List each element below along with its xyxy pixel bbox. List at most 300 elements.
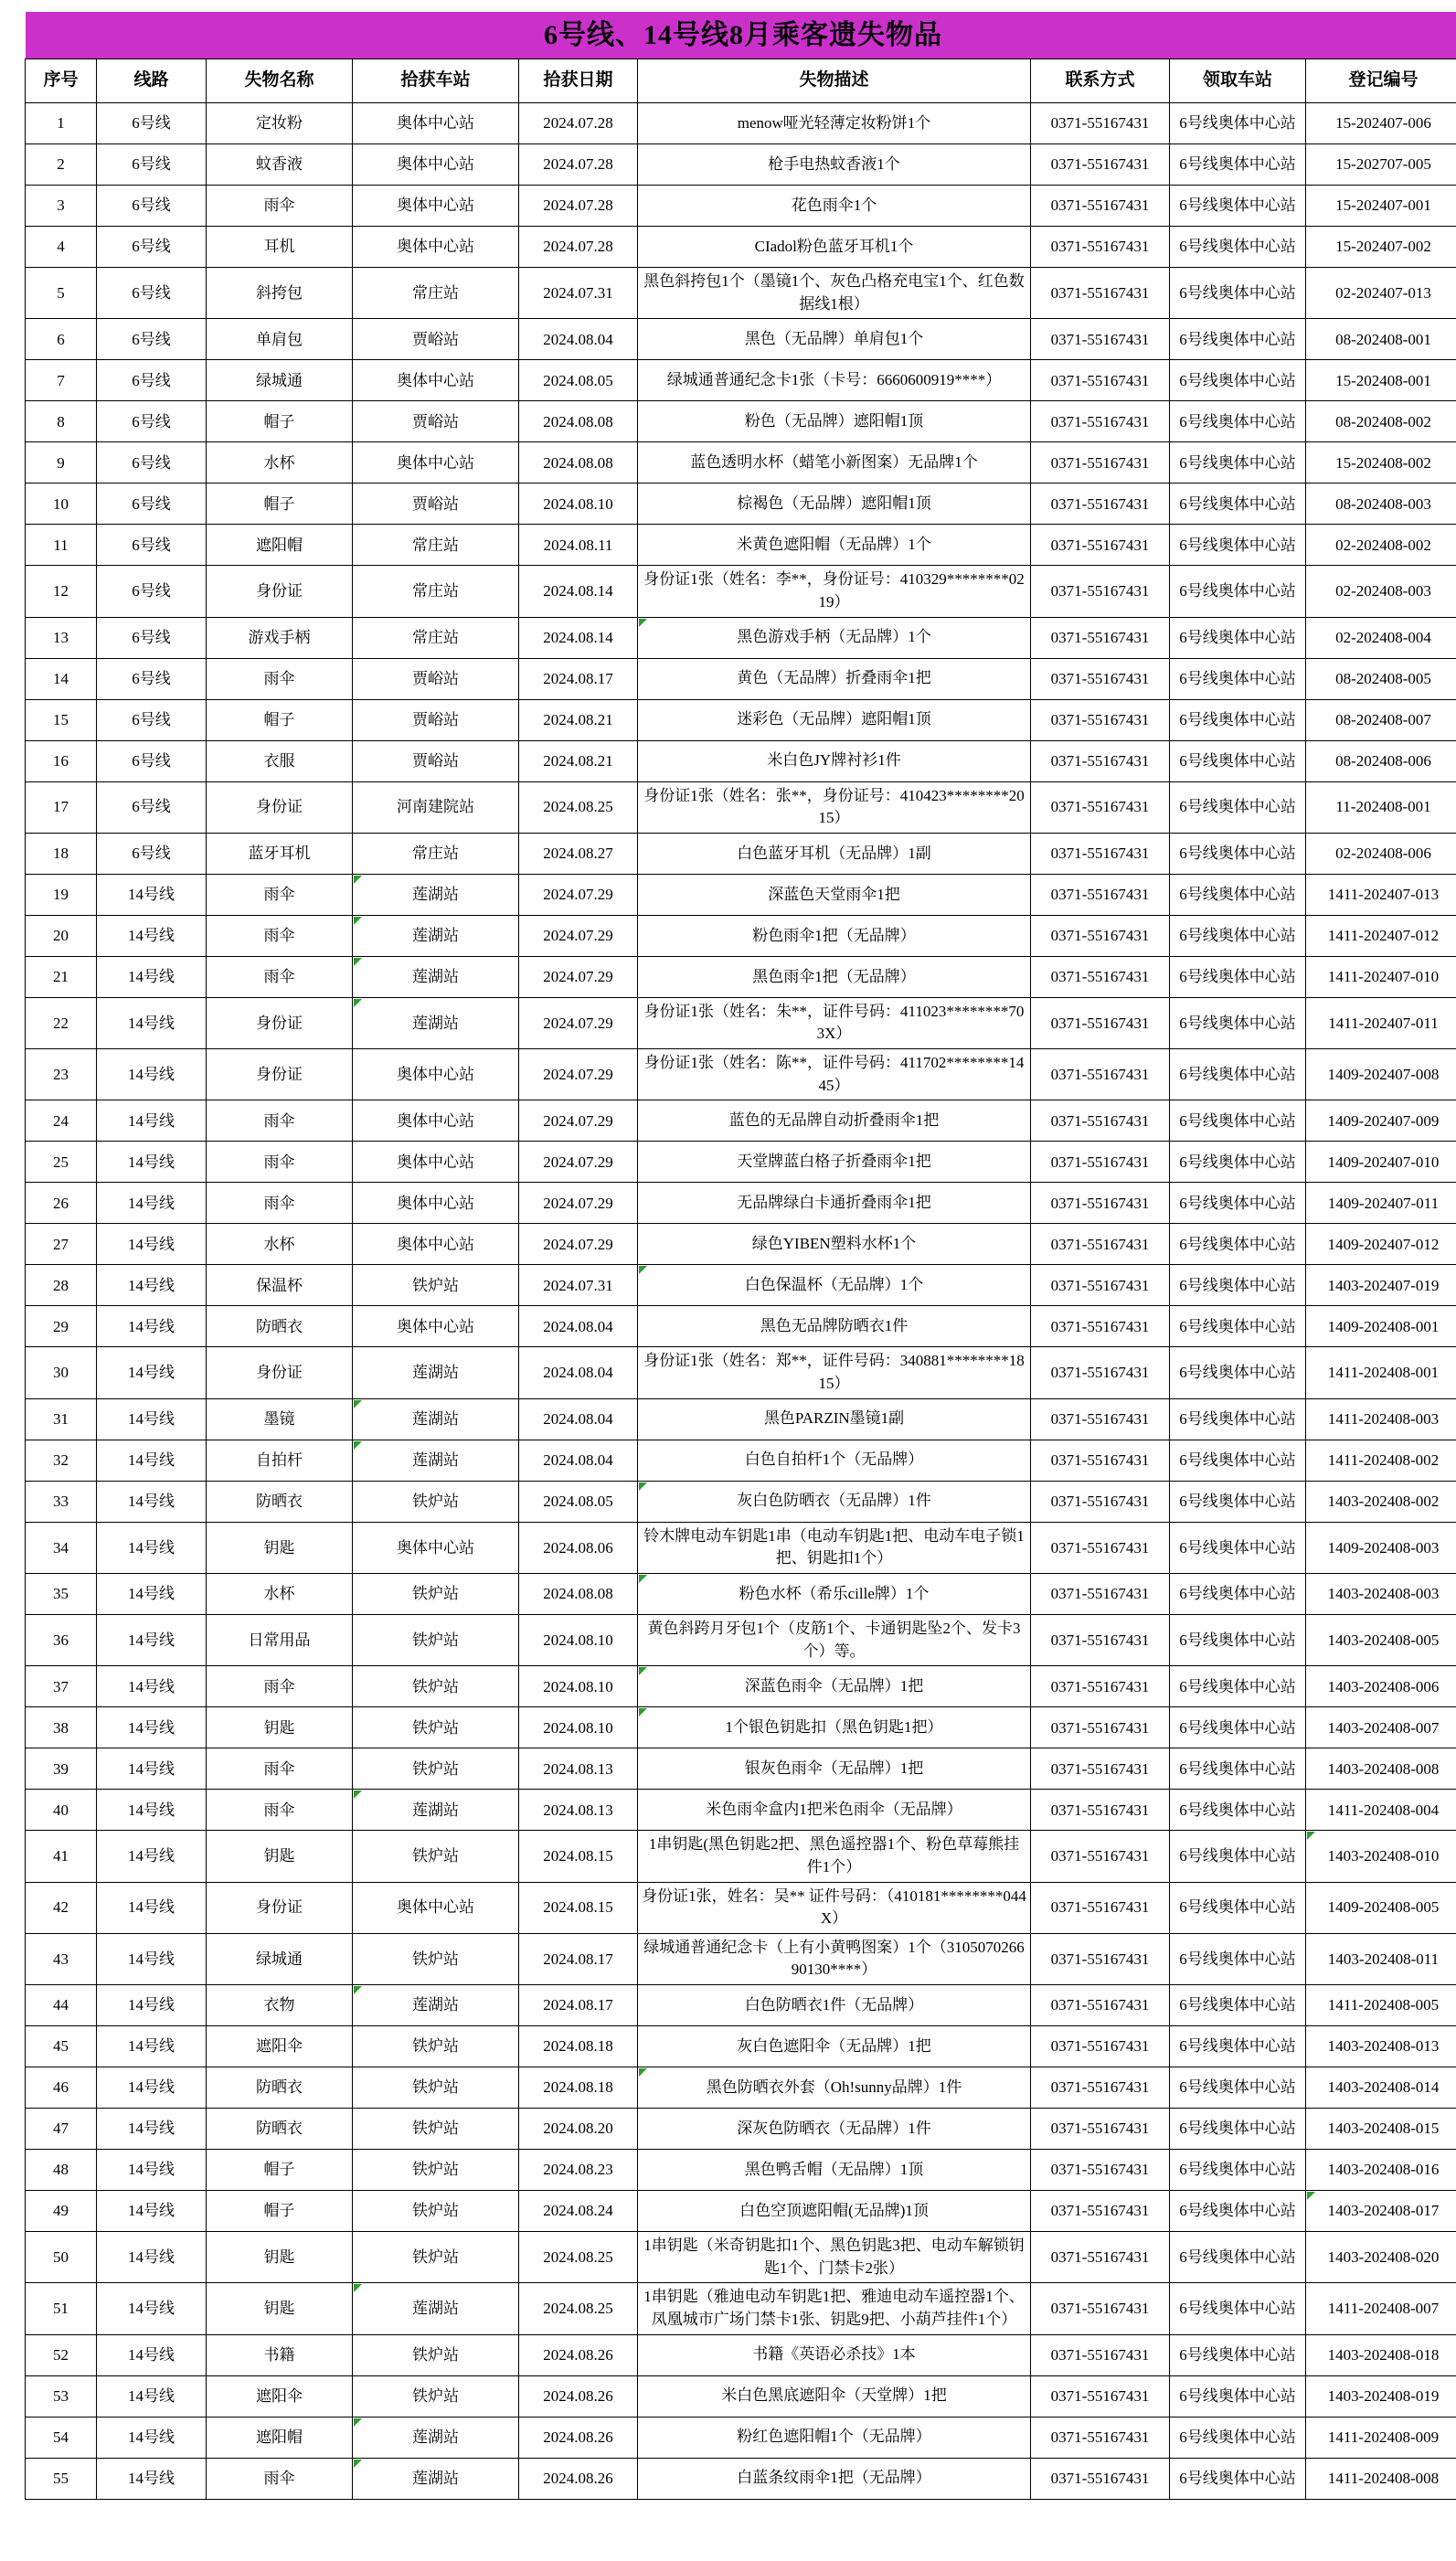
cell-line[interactable]: 6号线 <box>97 103 207 144</box>
cell-serial[interactable]: 16 <box>26 740 97 781</box>
cell-contact[interactable]: 0371-55167431 <box>1031 874 1170 915</box>
cell-contact[interactable]: 0371-55167431 <box>1031 740 1170 781</box>
cell-contact[interactable]: 0371-55167431 <box>1031 103 1170 144</box>
cell-contact[interactable]: 0371-55167431 <box>1031 1666 1170 1707</box>
cell-item-name[interactable]: 绿城通 <box>207 360 353 401</box>
cell-pickup-station[interactable]: 6号线奥体中心站 <box>1170 360 1306 401</box>
cell-found-date[interactable]: 2024.08.26 <box>519 2417 638 2458</box>
cell-pickup-station[interactable]: 6号线奥体中心站 <box>1170 268 1306 319</box>
cell-description[interactable]: 身份证1张（姓名：郑**，证件号码：340881********1815） <box>638 1347 1031 1398</box>
cell-serial[interactable]: 33 <box>26 1481 97 1522</box>
cell-contact[interactable]: 0371-55167431 <box>1031 1748 1170 1790</box>
cell-serial[interactable]: 29 <box>26 1306 97 1347</box>
cell-item-name[interactable]: 雨伞 <box>207 1142 353 1183</box>
cell-pickup-station[interactable]: 6号线奥体中心站 <box>1170 1666 1306 1707</box>
cell-item-name[interactable]: 身份证 <box>207 1347 353 1398</box>
cell-pickup-station[interactable]: 6号线奥体中心站 <box>1170 1882 1306 1933</box>
col-header-item[interactable]: 失物名称 <box>207 59 353 103</box>
col-header-contact[interactable]: 联系方式 <box>1031 59 1170 103</box>
cell-reg-number[interactable]: 1403-202407-019 <box>1306 1265 1456 1306</box>
cell-description[interactable]: 书籍《英语必杀技》1本 <box>638 2334 1031 2375</box>
cell-contact[interactable]: 0371-55167431 <box>1031 1522 1170 1573</box>
cell-line[interactable]: 6号线 <box>97 319 207 360</box>
cell-reg-number[interactable]: 1403-202408-020 <box>1306 2232 1456 2283</box>
cell-serial[interactable]: 19 <box>26 874 97 915</box>
cell-found-date[interactable]: 2024.07.29 <box>519 997 638 1048</box>
cell-found-station[interactable]: 奥体中心站 <box>353 227 519 268</box>
cell-pickup-station[interactable]: 6号线奥体中心站 <box>1170 2417 1306 2458</box>
cell-reg-number[interactable]: 1411-202407-010 <box>1306 956 1456 997</box>
cell-contact[interactable]: 0371-55167431 <box>1031 1265 1170 1306</box>
cell-serial[interactable]: 40 <box>26 1790 97 1831</box>
cell-serial[interactable]: 14 <box>26 658 97 699</box>
cell-found-station[interactable]: 铁炉站 <box>353 2375 519 2417</box>
cell-description[interactable]: 枪手电热蚊香液1个 <box>638 144 1031 186</box>
cell-pickup-station[interactable]: 6号线奥体中心站 <box>1170 1183 1306 1224</box>
cell-reg-number[interactable]: 08-202408-006 <box>1306 740 1456 781</box>
cell-found-station[interactable]: 莲湖站 <box>353 1398 519 1440</box>
cell-description[interactable]: 白蓝条纹雨伞1把（无品牌） <box>638 2458 1031 2499</box>
cell-pickup-station[interactable]: 6号线奥体中心站 <box>1170 1831 1306 1882</box>
cell-description[interactable]: 白色防晒衣1件（无品牌） <box>638 1985 1031 2026</box>
cell-reg-number[interactable]: 1411-202407-011 <box>1306 997 1456 1048</box>
cell-reg-number[interactable]: 1411-202408-008 <box>1306 2458 1456 2499</box>
cell-reg-number[interactable]: 1403-202408-003 <box>1306 1573 1456 1614</box>
cell-line[interactable]: 14号线 <box>97 1573 207 1614</box>
cell-serial[interactable]: 6 <box>26 319 97 360</box>
cell-contact[interactable]: 0371-55167431 <box>1031 1985 1170 2026</box>
cell-line[interactable]: 14号线 <box>97 2334 207 2375</box>
cell-line[interactable]: 14号线 <box>97 2283 207 2334</box>
cell-item-name[interactable]: 雨伞 <box>207 956 353 997</box>
cell-pickup-station[interactable]: 6号线奥体中心站 <box>1170 2334 1306 2375</box>
cell-line[interactable]: 14号线 <box>97 1224 207 1265</box>
cell-found-station[interactable]: 莲湖站 <box>353 1790 519 1831</box>
cell-reg-number[interactable]: 11-202408-001 <box>1306 781 1456 833</box>
cell-reg-number[interactable]: 1411-202408-005 <box>1306 1985 1456 2026</box>
cell-line[interactable]: 6号线 <box>97 360 207 401</box>
cell-pickup-station[interactable]: 6号线奥体中心站 <box>1170 1100 1306 1142</box>
cell-line[interactable]: 14号线 <box>97 2026 207 2067</box>
cell-found-date[interactable]: 2024.08.13 <box>519 1748 638 1790</box>
cell-description[interactable]: 白色保温杯（无品牌）1个 <box>638 1265 1031 1306</box>
cell-found-station[interactable]: 莲湖站 <box>353 2458 519 2499</box>
cell-pickup-station[interactable]: 6号线奥体中心站 <box>1170 1049 1306 1100</box>
cell-reg-number[interactable]: 1403-202408-018 <box>1306 2334 1456 2375</box>
cell-serial[interactable]: 54 <box>26 2417 97 2458</box>
cell-found-date[interactable]: 2024.07.29 <box>519 1183 638 1224</box>
cell-item-name[interactable]: 耳机 <box>207 227 353 268</box>
cell-description[interactable]: 粉色水杯（希乐cille牌）1个 <box>638 1573 1031 1614</box>
cell-pickup-station[interactable]: 6号线奥体中心站 <box>1170 144 1306 186</box>
cell-found-date[interactable]: 2024.08.14 <box>519 617 638 658</box>
cell-serial[interactable]: 35 <box>26 1573 97 1614</box>
cell-pickup-station[interactable]: 6号线奥体中心站 <box>1170 525 1306 566</box>
cell-item-name[interactable]: 钥匙 <box>207 1522 353 1573</box>
cell-found-date[interactable]: 2024.08.10 <box>519 1707 638 1748</box>
cell-description[interactable]: 身份证1张，姓名：吴** 证件号码：（410181********044X） <box>638 1882 1031 1933</box>
cell-pickup-station[interactable]: 6号线奥体中心站 <box>1170 1306 1306 1347</box>
cell-found-date[interactable]: 2024.07.31 <box>519 268 638 319</box>
cell-reg-number[interactable]: 15-202408-001 <box>1306 360 1456 401</box>
cell-line[interactable]: 14号线 <box>97 1666 207 1707</box>
cell-item-name[interactable]: 雨伞 <box>207 186 353 227</box>
cell-item-name[interactable]: 钥匙 <box>207 2232 353 2283</box>
cell-line[interactable]: 6号线 <box>97 401 207 442</box>
cell-reg-number[interactable]: 1409-202408-003 <box>1306 1522 1456 1573</box>
cell-contact[interactable]: 0371-55167431 <box>1031 484 1170 525</box>
cell-reg-number[interactable]: 1403-202408-011 <box>1306 1933 1456 1984</box>
cell-item-name[interactable]: 保温杯 <box>207 1265 353 1306</box>
cell-found-station[interactable]: 常庄站 <box>353 566 519 617</box>
cell-reg-number[interactable]: 1403-202408-005 <box>1306 1614 1456 1665</box>
cell-found-date[interactable]: 2024.08.10 <box>519 484 638 525</box>
cell-pickup-station[interactable]: 6号线奥体中心站 <box>1170 1573 1306 1614</box>
cell-found-station[interactable]: 奥体中心站 <box>353 442 519 484</box>
cell-item-name[interactable]: 防晒衣 <box>207 2109 353 2150</box>
cell-line[interactable]: 14号线 <box>97 2375 207 2417</box>
cell-reg-number[interactable]: 1403-202408-017 <box>1306 2191 1456 2232</box>
cell-item-name[interactable]: 身份证 <box>207 566 353 617</box>
cell-serial[interactable]: 50 <box>26 2232 97 2283</box>
cell-item-name[interactable]: 身份证 <box>207 781 353 833</box>
cell-serial[interactable]: 30 <box>26 1347 97 1398</box>
cell-found-date[interactable]: 2024.08.26 <box>519 2458 638 2499</box>
cell-contact[interactable]: 0371-55167431 <box>1031 1790 1170 1831</box>
cell-line[interactable]: 14号线 <box>97 1831 207 1882</box>
cell-serial[interactable]: 26 <box>26 1183 97 1224</box>
cell-found-station[interactable]: 贾峪站 <box>353 699 519 740</box>
cell-description[interactable]: 1串钥匙(黑色钥匙2把、黑色遥控器1个、粉色草莓熊挂件1个） <box>638 1831 1031 1882</box>
cell-pickup-station[interactable]: 6号线奥体中心站 <box>1170 956 1306 997</box>
cell-found-station[interactable]: 铁炉站 <box>353 1265 519 1306</box>
cell-found-station[interactable]: 奥体中心站 <box>353 360 519 401</box>
cell-found-date[interactable]: 2024.08.11 <box>519 525 638 566</box>
cell-contact[interactable]: 0371-55167431 <box>1031 997 1170 1048</box>
cell-found-station[interactable]: 贾峪站 <box>353 319 519 360</box>
cell-found-date[interactable]: 2024.08.26 <box>519 2375 638 2417</box>
cell-contact[interactable]: 0371-55167431 <box>1031 2150 1170 2191</box>
cell-found-date[interactable]: 2024.08.17 <box>519 1985 638 2026</box>
cell-pickup-station[interactable]: 6号线奥体中心站 <box>1170 781 1306 833</box>
cell-pickup-station[interactable]: 6号线奥体中心站 <box>1170 319 1306 360</box>
cell-contact[interactable]: 0371-55167431 <box>1031 442 1170 484</box>
cell-found-station[interactable]: 莲湖站 <box>353 997 519 1048</box>
cell-contact[interactable]: 0371-55167431 <box>1031 2026 1170 2067</box>
cell-description[interactable]: 身份证1张（姓名：陈**，证件号码：411702********1445） <box>638 1049 1031 1100</box>
cell-contact[interactable]: 0371-55167431 <box>1031 1306 1170 1347</box>
cell-reg-number[interactable]: 1403-202408-016 <box>1306 2150 1456 2191</box>
cell-found-date[interactable]: 2024.08.10 <box>519 1614 638 1665</box>
cell-found-date[interactable]: 2024.07.29 <box>519 1100 638 1142</box>
cell-line[interactable]: 14号线 <box>97 2067 207 2109</box>
cell-contact[interactable]: 0371-55167431 <box>1031 956 1170 997</box>
cell-line[interactable]: 14号线 <box>97 1306 207 1347</box>
cell-found-date[interactable]: 2024.08.15 <box>519 1882 638 1933</box>
cell-description[interactable]: 黑色游戏手柄（无品牌）1个 <box>638 617 1031 658</box>
cell-description[interactable]: 绿城通普通纪念卡（上有小黄鸭图案）1个（310507026690130****） <box>638 1933 1031 1984</box>
cell-found-date[interactable]: 2024.08.05 <box>519 360 638 401</box>
col-header-line[interactable]: 线路 <box>97 59 207 103</box>
cell-serial[interactable]: 27 <box>26 1224 97 1265</box>
cell-serial[interactable]: 28 <box>26 1265 97 1306</box>
cell-contact[interactable]: 0371-55167431 <box>1031 1481 1170 1522</box>
cell-contact[interactable]: 0371-55167431 <box>1031 401 1170 442</box>
cell-item-name[interactable]: 雨伞 <box>207 658 353 699</box>
cell-line[interactable]: 6号线 <box>97 525 207 566</box>
cell-serial[interactable]: 12 <box>26 566 97 617</box>
cell-contact[interactable]: 0371-55167431 <box>1031 2232 1170 2283</box>
cell-contact[interactable]: 0371-55167431 <box>1031 1440 1170 1481</box>
cell-description[interactable]: 无品牌绿白卡通折叠雨伞1把 <box>638 1183 1031 1224</box>
cell-found-station[interactable]: 铁炉站 <box>353 2191 519 2232</box>
cell-pickup-station[interactable]: 6号线奥体中心站 <box>1170 1265 1306 1306</box>
cell-contact[interactable]: 0371-55167431 <box>1031 1614 1170 1665</box>
cell-reg-number[interactable]: 1403-202408-013 <box>1306 2026 1456 2067</box>
cell-found-date[interactable]: 2024.07.29 <box>519 874 638 915</box>
cell-reg-number[interactable]: 1411-202408-003 <box>1306 1398 1456 1440</box>
cell-found-station[interactable]: 奥体中心站 <box>353 1049 519 1100</box>
cell-pickup-station[interactable]: 6号线奥体中心站 <box>1170 1748 1306 1790</box>
cell-found-station[interactable]: 铁炉站 <box>353 1614 519 1665</box>
cell-serial[interactable]: 7 <box>26 360 97 401</box>
cell-serial[interactable]: 52 <box>26 2334 97 2375</box>
cell-reg-number[interactable]: 1403-202408-010 <box>1306 1831 1456 1882</box>
cell-item-name[interactable]: 雨伞 <box>207 1666 353 1707</box>
cell-description[interactable]: 身份证1张（姓名：朱**，证件号码：411023********703X） <box>638 997 1031 1048</box>
cell-reg-number[interactable]: 1409-202407-010 <box>1306 1142 1456 1183</box>
cell-pickup-station[interactable]: 6号线奥体中心站 <box>1170 874 1306 915</box>
cell-found-station[interactable]: 奥体中心站 <box>353 1224 519 1265</box>
cell-found-station[interactable]: 奥体中心站 <box>353 103 519 144</box>
cell-line[interactable]: 14号线 <box>97 1614 207 1665</box>
cell-reg-number[interactable]: 1403-202408-007 <box>1306 1707 1456 1748</box>
cell-description[interactable]: 黄色斜跨月牙包1个（皮筋1个、卡通钥匙坠2个、发卡3个）等。 <box>638 1614 1031 1665</box>
cell-found-station[interactable]: 莲湖站 <box>353 1440 519 1481</box>
cell-found-date[interactable]: 2024.07.28 <box>519 103 638 144</box>
cell-serial[interactable]: 34 <box>26 1522 97 1573</box>
cell-found-station[interactable]: 铁炉站 <box>353 2067 519 2109</box>
cell-found-station[interactable]: 铁炉站 <box>353 1573 519 1614</box>
cell-found-station[interactable]: 贾峪站 <box>353 740 519 781</box>
cell-item-name[interactable]: 单肩包 <box>207 319 353 360</box>
cell-found-date[interactable]: 2024.08.06 <box>519 1522 638 1573</box>
cell-item-name[interactable]: 雨伞 <box>207 1748 353 1790</box>
cell-line[interactable]: 14号线 <box>97 1440 207 1481</box>
cell-item-name[interactable]: 帽子 <box>207 699 353 740</box>
cell-item-name[interactable]: 帽子 <box>207 2191 353 2232</box>
cell-line[interactable]: 6号线 <box>97 227 207 268</box>
cell-line[interactable]: 6号线 <box>97 268 207 319</box>
cell-item-name[interactable]: 蚊香液 <box>207 144 353 186</box>
cell-pickup-station[interactable]: 6号线奥体中心站 <box>1170 740 1306 781</box>
cell-found-station[interactable]: 铁炉站 <box>353 2150 519 2191</box>
cell-description[interactable]: 深蓝色天堂雨伞1把 <box>638 874 1031 915</box>
cell-found-station[interactable]: 贾峪站 <box>353 401 519 442</box>
cell-found-station[interactable]: 铁炉站 <box>353 2109 519 2150</box>
cell-pickup-station[interactable]: 6号线奥体中心站 <box>1170 484 1306 525</box>
cell-pickup-station[interactable]: 6号线奥体中心站 <box>1170 833 1306 874</box>
cell-serial[interactable]: 25 <box>26 1142 97 1183</box>
cell-found-date[interactable]: 2024.08.17 <box>519 1933 638 1984</box>
cell-description[interactable]: 身份证1张（姓名：李**，身份证号：410329********0219） <box>638 566 1031 617</box>
cell-line[interactable]: 14号线 <box>97 956 207 997</box>
cell-reg-number[interactable]: 02-202408-003 <box>1306 566 1456 617</box>
cell-item-name[interactable]: 雨伞 <box>207 915 353 956</box>
cell-description[interactable]: 蓝色透明水杯（蜡笔小新图案）无品牌1个 <box>638 442 1031 484</box>
cell-serial[interactable]: 45 <box>26 2026 97 2067</box>
cell-found-date[interactable]: 2024.08.04 <box>519 1306 638 1347</box>
cell-serial[interactable]: 55 <box>26 2458 97 2499</box>
cell-found-station[interactable]: 莲湖站 <box>353 874 519 915</box>
cell-serial[interactable]: 39 <box>26 1748 97 1790</box>
cell-line[interactable]: 14号线 <box>97 1100 207 1142</box>
cell-item-name[interactable]: 防晒衣 <box>207 1481 353 1522</box>
cell-item-name[interactable]: 水杯 <box>207 1573 353 1614</box>
cell-pickup-station[interactable]: 6号线奥体中心站 <box>1170 1142 1306 1183</box>
cell-reg-number[interactable]: 1403-202408-002 <box>1306 1481 1456 1522</box>
cell-contact[interactable]: 0371-55167431 <box>1031 658 1170 699</box>
cell-line[interactable]: 6号线 <box>97 484 207 525</box>
cell-item-name[interactable]: 帽子 <box>207 484 353 525</box>
cell-pickup-station[interactable]: 6号线奥体中心站 <box>1170 1790 1306 1831</box>
cell-found-station[interactable]: 莲湖站 <box>353 956 519 997</box>
cell-found-date[interactable]: 2024.08.21 <box>519 699 638 740</box>
cell-item-name[interactable]: 衣物 <box>207 1985 353 2026</box>
cell-item-name[interactable]: 水杯 <box>207 1224 353 1265</box>
cell-item-name[interactable]: 身份证 <box>207 1882 353 1933</box>
cell-line[interactable]: 14号线 <box>97 1265 207 1306</box>
cell-pickup-station[interactable]: 6号线奥体中心站 <box>1170 2232 1306 2283</box>
cell-found-station[interactable]: 贾峪站 <box>353 658 519 699</box>
cell-line[interactable]: 14号线 <box>97 1748 207 1790</box>
cell-serial[interactable]: 46 <box>26 2067 97 2109</box>
cell-found-station[interactable]: 铁炉站 <box>353 1748 519 1790</box>
cell-reg-number[interactable]: 08-202408-007 <box>1306 699 1456 740</box>
cell-contact[interactable]: 0371-55167431 <box>1031 1183 1170 1224</box>
cell-description[interactable]: 黑色雨伞1把（无品牌） <box>638 956 1031 997</box>
cell-found-station[interactable]: 奥体中心站 <box>353 144 519 186</box>
cell-item-name[interactable]: 水杯 <box>207 442 353 484</box>
cell-line[interactable]: 14号线 <box>97 1933 207 1984</box>
cell-item-name[interactable]: 遮阳帽 <box>207 2417 353 2458</box>
cell-serial[interactable]: 10 <box>26 484 97 525</box>
cell-item-name[interactable]: 遮阳伞 <box>207 2026 353 2067</box>
cell-item-name[interactable]: 书籍 <box>207 2334 353 2375</box>
cell-found-date[interactable]: 2024.08.25 <box>519 781 638 833</box>
cell-contact[interactable]: 0371-55167431 <box>1031 2417 1170 2458</box>
cell-item-name[interactable]: 钥匙 <box>207 1831 353 1882</box>
cell-serial[interactable]: 36 <box>26 1614 97 1665</box>
col-header-serial[interactable]: 序号 <box>26 59 97 103</box>
cell-found-station[interactable]: 铁炉站 <box>353 2026 519 2067</box>
cell-pickup-station[interactable]: 6号线奥体中心站 <box>1170 1522 1306 1573</box>
cell-reg-number[interactable]: 1403-202408-006 <box>1306 1666 1456 1707</box>
cell-reg-number[interactable]: 02-202408-004 <box>1306 617 1456 658</box>
cell-reg-number[interactable]: 08-202408-005 <box>1306 658 1456 699</box>
cell-reg-number[interactable]: 15-202707-005 <box>1306 144 1456 186</box>
cell-item-name[interactable]: 防晒衣 <box>207 1306 353 1347</box>
cell-description[interactable]: 米黄色遮阳帽（无品牌）1个 <box>638 525 1031 566</box>
cell-description[interactable]: 迷彩色（无品牌）遮阳帽1顶 <box>638 699 1031 740</box>
cell-item-name[interactable]: 雨伞 <box>207 874 353 915</box>
cell-pickup-station[interactable]: 6号线奥体中心站 <box>1170 566 1306 617</box>
cell-found-station[interactable]: 莲湖站 <box>353 2283 519 2334</box>
cell-serial[interactable]: 17 <box>26 781 97 833</box>
cell-serial[interactable]: 20 <box>26 915 97 956</box>
cell-reg-number[interactable]: 1409-202407-011 <box>1306 1183 1456 1224</box>
cell-pickup-station[interactable]: 6号线奥体中心站 <box>1170 658 1306 699</box>
cell-serial[interactable]: 15 <box>26 699 97 740</box>
cell-found-date[interactable]: 2024.08.17 <box>519 658 638 699</box>
cell-serial[interactable]: 8 <box>26 401 97 442</box>
cell-found-station[interactable]: 奥体中心站 <box>353 186 519 227</box>
cell-contact[interactable]: 0371-55167431 <box>1031 1831 1170 1882</box>
cell-pickup-station[interactable]: 6号线奥体中心站 <box>1170 186 1306 227</box>
cell-serial[interactable]: 3 <box>26 186 97 227</box>
cell-line[interactable]: 14号线 <box>97 1522 207 1573</box>
cell-found-date[interactable]: 2024.08.15 <box>519 1831 638 1882</box>
cell-line[interactable]: 14号线 <box>97 1707 207 1748</box>
cell-line[interactable]: 6号线 <box>97 442 207 484</box>
cell-found-station[interactable]: 奥体中心站 <box>353 1522 519 1573</box>
cell-description[interactable]: 粉色（无品牌）遮阳帽1顶 <box>638 401 1031 442</box>
cell-description[interactable]: 黑色无品牌防晒衣1件 <box>638 1306 1031 1347</box>
cell-reg-number[interactable]: 15-202407-001 <box>1306 186 1456 227</box>
cell-found-date[interactable]: 2024.08.10 <box>519 1666 638 1707</box>
cell-pickup-station[interactable]: 6号线奥体中心站 <box>1170 2067 1306 2109</box>
cell-item-name[interactable]: 衣服 <box>207 740 353 781</box>
cell-serial[interactable]: 13 <box>26 617 97 658</box>
col-header-date[interactable]: 拾获日期 <box>519 59 638 103</box>
cell-reg-number[interactable]: 1411-202408-001 <box>1306 1347 1456 1398</box>
cell-serial[interactable]: 48 <box>26 2150 97 2191</box>
cell-contact[interactable]: 0371-55167431 <box>1031 2458 1170 2499</box>
cell-found-date[interactable]: 2024.08.05 <box>519 1481 638 1522</box>
cell-contact[interactable]: 0371-55167431 <box>1031 2191 1170 2232</box>
cell-reg-number[interactable]: 15-202407-006 <box>1306 103 1456 144</box>
cell-pickup-station[interactable]: 6号线奥体中心站 <box>1170 1707 1306 1748</box>
cell-description[interactable]: 粉色雨伞1把（无品牌） <box>638 915 1031 956</box>
cell-found-date[interactable]: 2024.07.28 <box>519 186 638 227</box>
cell-pickup-station[interactable]: 6号线奥体中心站 <box>1170 997 1306 1048</box>
cell-reg-number[interactable]: 1409-202407-012 <box>1306 1224 1456 1265</box>
cell-line[interactable]: 6号线 <box>97 566 207 617</box>
cell-serial[interactable]: 44 <box>26 1985 97 2026</box>
cell-description[interactable]: 白色空顶遮阳帽(无品牌)1顶 <box>638 2191 1031 2232</box>
cell-description[interactable]: 绿色YIBEN塑料水杯1个 <box>638 1224 1031 1265</box>
cell-reg-number[interactable]: 1411-202408-007 <box>1306 2283 1456 2334</box>
cell-found-date[interactable]: 2024.07.28 <box>519 144 638 186</box>
cell-reg-number[interactable]: 1409-202407-008 <box>1306 1049 1456 1100</box>
cell-found-station[interactable]: 常庄站 <box>353 525 519 566</box>
cell-description[interactable]: 灰白色遮阳伞（无品牌）1把 <box>638 2026 1031 2067</box>
cell-description[interactable]: 身份证1张（姓名：张**，身份证号：410423********2015） <box>638 781 1031 833</box>
cell-pickup-station[interactable]: 6号线奥体中心站 <box>1170 699 1306 740</box>
cell-description[interactable]: 黑色防晒衣外套（Oh!sunny品牌）1件 <box>638 2067 1031 2109</box>
cell-found-date[interactable]: 2024.07.29 <box>519 956 638 997</box>
cell-reg-number[interactable]: 1409-202408-005 <box>1306 1882 1456 1933</box>
cell-contact[interactable]: 0371-55167431 <box>1031 186 1170 227</box>
cell-description[interactable]: 灰白色防晒衣（无品牌）1件 <box>638 1481 1031 1522</box>
cell-pickup-station[interactable]: 6号线奥体中心站 <box>1170 915 1306 956</box>
cell-line[interactable]: 6号线 <box>97 658 207 699</box>
cell-reg-number[interactable]: 08-202408-001 <box>1306 319 1456 360</box>
cell-line[interactable]: 14号线 <box>97 2458 207 2499</box>
cell-reg-number[interactable]: 1403-202408-014 <box>1306 2067 1456 2109</box>
cell-item-name[interactable]: 帽子 <box>207 401 353 442</box>
cell-found-date[interactable]: 2024.08.20 <box>519 2109 638 2150</box>
